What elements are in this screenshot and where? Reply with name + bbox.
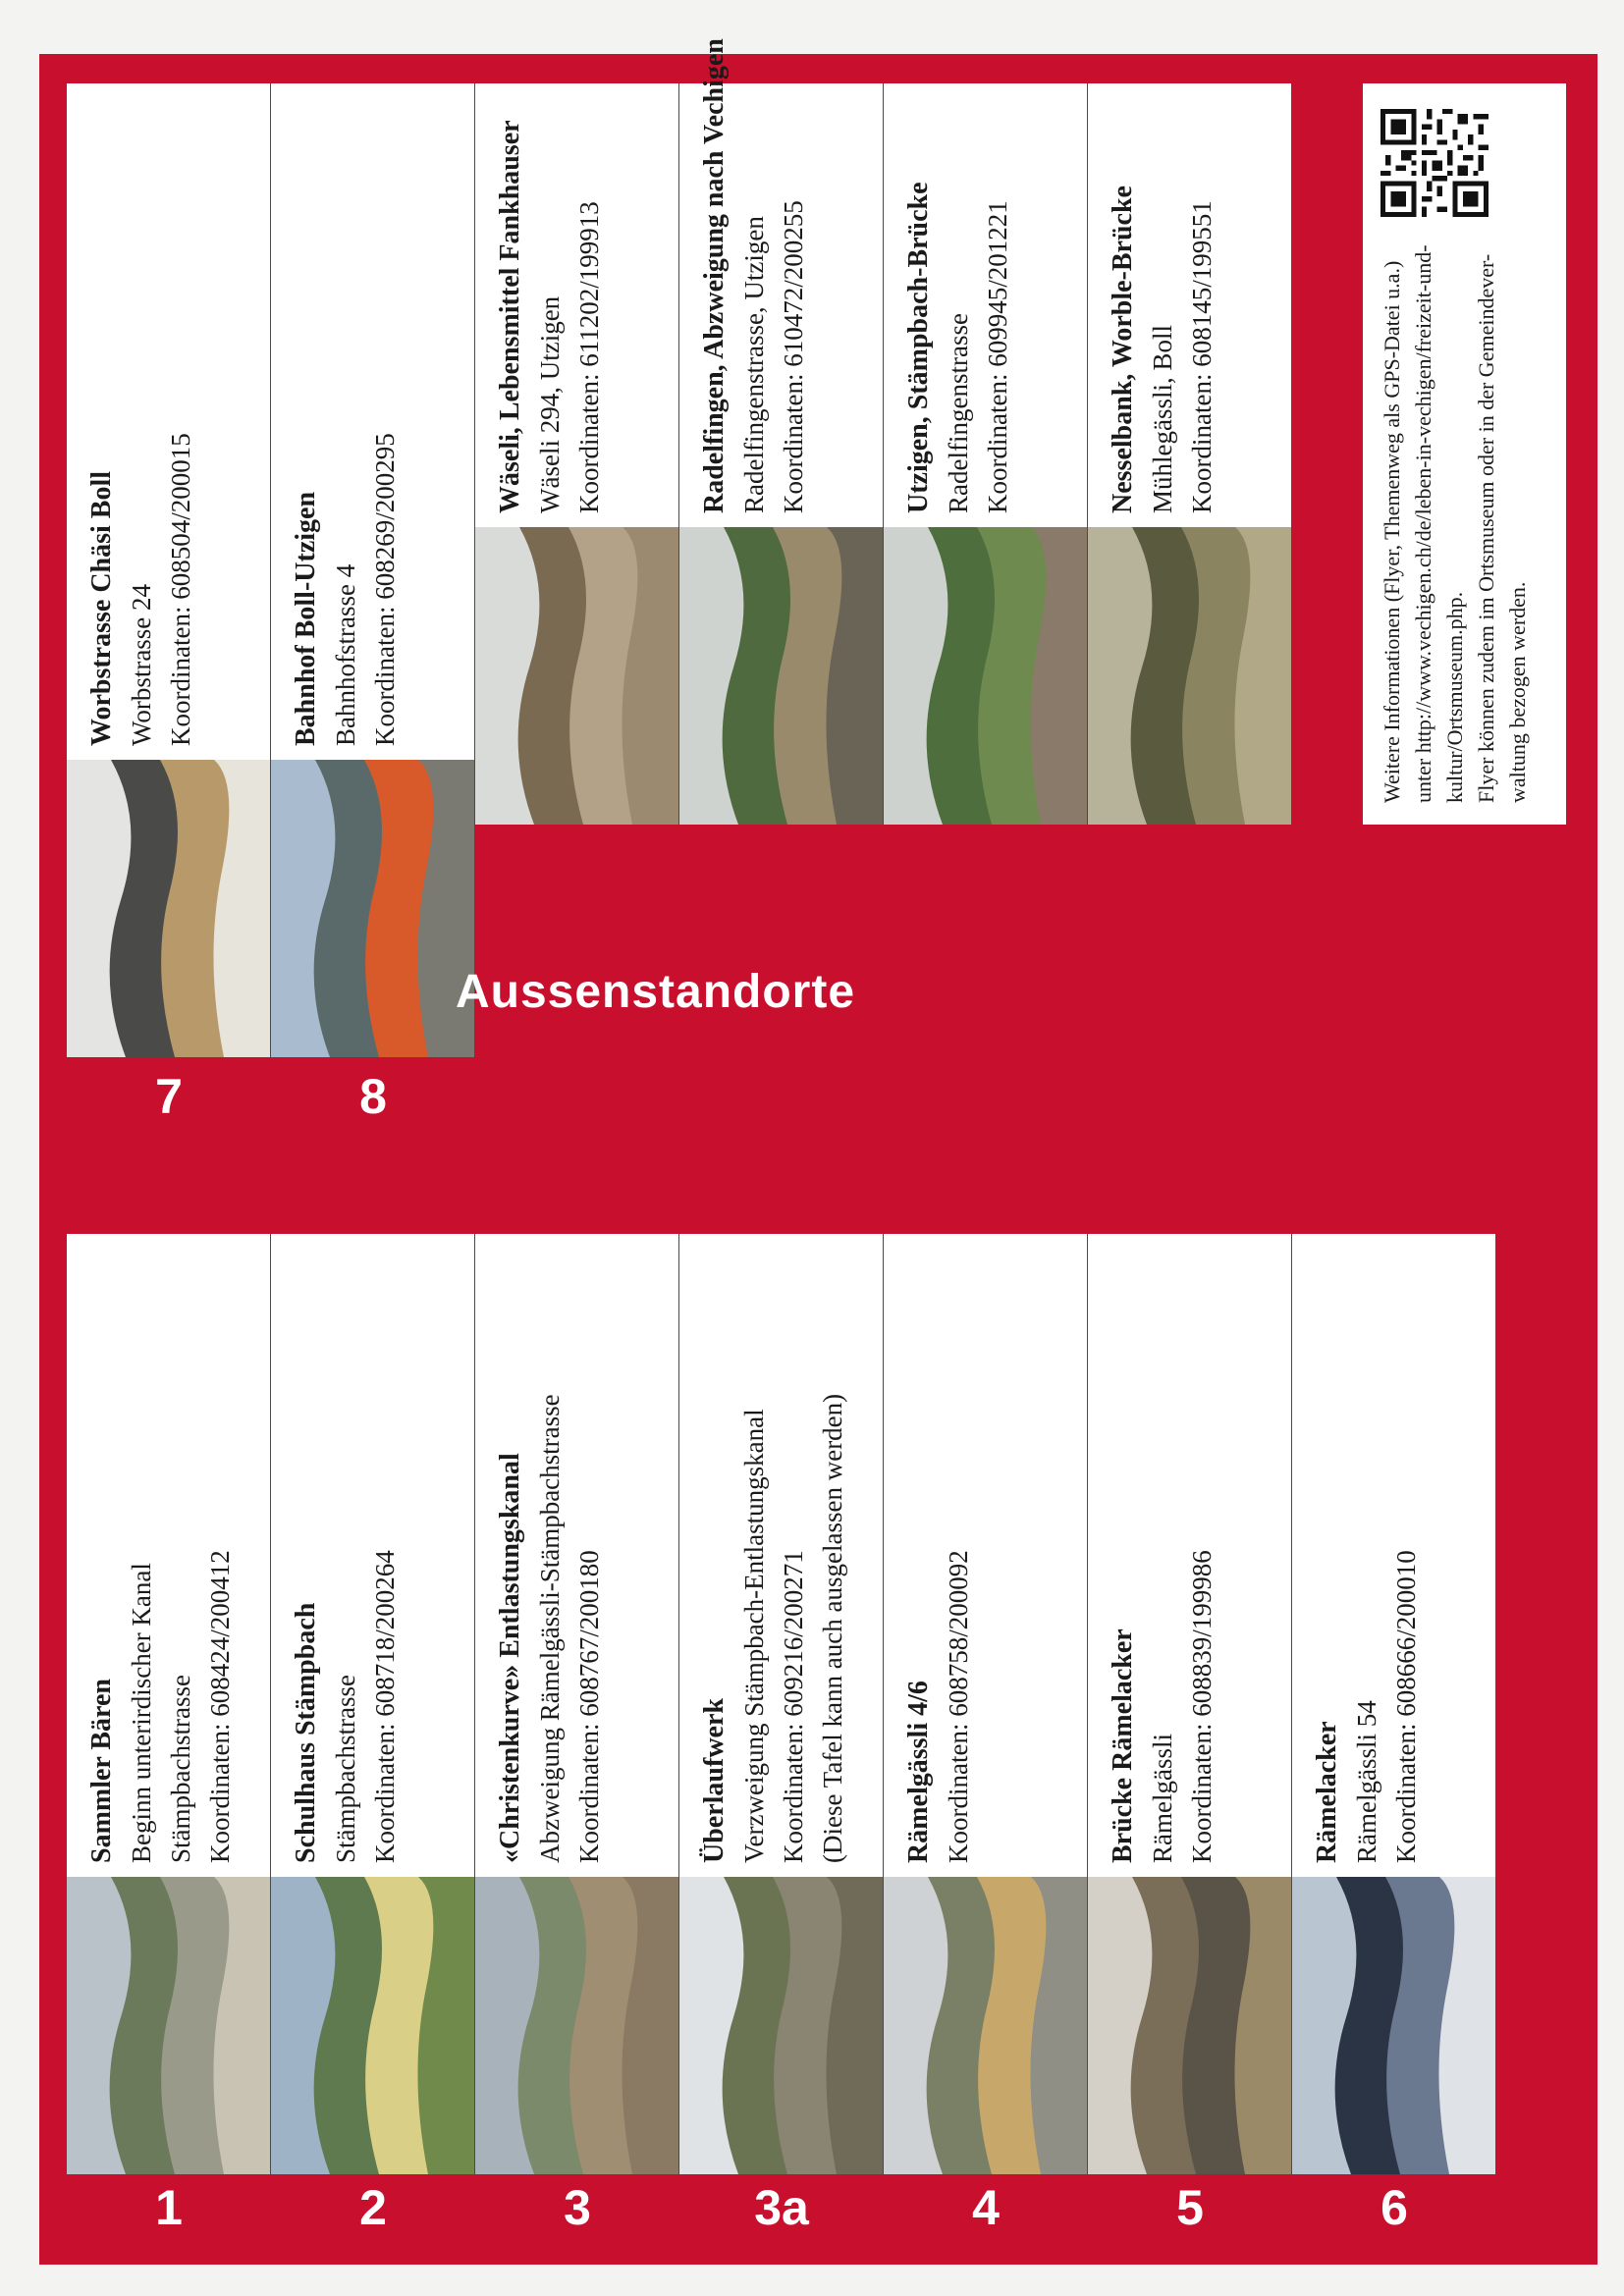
entry-line: Rämelgässli [1148, 1734, 1177, 1863]
entry-7 [67, 83, 270, 1124]
photo-overflow [679, 1877, 883, 2174]
entry-title: Rämelacker [1312, 1721, 1342, 1863]
section-heading [452, 825, 859, 1159]
entry-line: Koordinaten: 608145/199551 [1187, 200, 1217, 513]
photo-field-wall [475, 527, 678, 825]
entry-number [67, 1070, 270, 1124]
info-line: Weitere Informationen (Flyer, Themenweg als GPS-Datei u.a.) [1380, 260, 1404, 803]
entry-number-label: 5 [1175, 2180, 1204, 2236]
entry-line: Rämelgässli 54 [1352, 1700, 1381, 1863]
entry-card [271, 83, 474, 760]
info-line: waltung bezogen werden. [1505, 581, 1530, 803]
entry-4 [884, 1234, 1087, 2235]
entry-line: Stämpbachstrasse [331, 1675, 360, 1863]
entry-line: Koordinaten: 608839/199986 [1187, 1550, 1217, 1863]
entry-line: Wäseli 294, Utzigen [535, 295, 565, 513]
entry-line: Koordinaten: 609945/201221 [983, 200, 1012, 513]
photo-creek [884, 527, 1087, 825]
photo-river [1088, 527, 1291, 825]
entry-card [1088, 83, 1291, 527]
left-panel [39, 1159, 1597, 2265]
photo-building [67, 760, 270, 1057]
photo-pipes [1088, 1877, 1291, 2174]
entry-5 [1088, 1234, 1291, 2235]
photo-construction [475, 1877, 678, 2174]
entry-right_panel-5 [1088, 83, 1291, 1122]
entry-card [67, 83, 270, 760]
entry-right_panel-4 [884, 83, 1087, 1122]
entry-title: Nesselbank, Worble-Brücke [1108, 186, 1138, 513]
entry-line: Worbstrasse 24 [127, 583, 156, 746]
entry-title: Wäseli, Lebensmittel Fankhauser [495, 120, 525, 513]
entry-line: Koordinaten: 608666/200010 [1391, 1550, 1421, 1863]
heading-aussenstandorte: Aussenstandorte [455, 966, 856, 1018]
entry-title: Schulhaus Stämpbach [291, 1602, 321, 1863]
entry-number-label: 1 [154, 2180, 183, 2236]
entry-card [1088, 1234, 1291, 1877]
entry-1 [67, 1234, 270, 2235]
entry-line: Koordinaten: 609216/200271 [779, 1550, 808, 1863]
entry-number [271, 1070, 474, 1124]
rotated-flyer [39, 38, 1597, 2265]
entry-number-label: 6 [1380, 2180, 1408, 2236]
entry-number [271, 2181, 474, 2235]
photo-road-sign [679, 527, 883, 825]
entry-line: Radelfingenstrasse, Utzigen [739, 216, 769, 513]
entry-8 [271, 83, 474, 1124]
entry-card [884, 83, 1087, 527]
photo-canal-start [67, 1877, 270, 2174]
entry-number-label: 4 [971, 2180, 1000, 2236]
entry-line: Mühlegässli, Boll [1148, 324, 1177, 513]
photo-house-car [884, 1877, 1087, 2174]
entry-card [475, 83, 678, 527]
entry-6 [1292, 1234, 1495, 2235]
entry-line: Stämpbachstrasse [166, 1675, 195, 1863]
info-line: unter http://www.vechigen.ch/de/leben-in-vechigen/freizeit-und- [1411, 244, 1435, 803]
photo-train [271, 760, 474, 1057]
entry-card [679, 38, 883, 527]
entry-line: Koordinaten: 608767/200180 [574, 1550, 604, 1863]
entry-line: Verzweigung Stämpbach-Entlastungskanal [739, 1409, 769, 1863]
entry-number-label: 3 [563, 2180, 591, 2236]
entry-number [1088, 2181, 1291, 2235]
entry-3 [475, 1234, 678, 2235]
entry-title: Worbstrasse Chäsi Boll [86, 470, 117, 746]
entry-number-label: 3a [753, 2180, 809, 2236]
entry-line: (Diese Tafel kann auch ausgelassen werden) [818, 1393, 847, 1863]
entry-card [1292, 1234, 1495, 1877]
entry-line: Koordinaten: 608758/200092 [944, 1550, 973, 1863]
photo-roof [1292, 1877, 1495, 2174]
entry-title: «Christenkurve» Entlastungskanal [495, 1453, 525, 1863]
entry-line: Bahnhofstrasse 4 [331, 563, 360, 746]
entry-line: Abzweigung Rämelgässli-Stämpbachstrasse [535, 1394, 565, 1863]
entry-2 [271, 1234, 474, 2235]
entry-title: Radelfingen, Abzweigung nach Vechigen [699, 38, 730, 513]
entry-title: Überlaufwerk [699, 1698, 730, 1863]
entry-card [67, 1234, 270, 1877]
entry-title: Rämelgässli 4/6 [903, 1681, 934, 1863]
entry-card [679, 1234, 883, 1877]
entry-line: Koordinaten: 608269/200295 [370, 433, 400, 746]
entry-title: Utzigen, Stämpbach-Brücke [903, 182, 934, 513]
entry-line: Koordinaten: 608504/200015 [166, 433, 195, 746]
entry-title: Sammler Bären [86, 1679, 117, 1863]
photo-school [271, 1877, 474, 2174]
entry-line: Koordinaten: 608424/200412 [205, 1550, 235, 1863]
entry-number [475, 2181, 678, 2235]
entry-title: Brücke Rämelacker [1108, 1629, 1138, 1863]
entry-title: Bahnhof Boll-Utzigen [291, 491, 321, 746]
entry-card [884, 1234, 1087, 1877]
entry-number-label: 2 [358, 2180, 387, 2236]
entry-number-label: 7 [154, 1069, 183, 1125]
qr-code-icon[interactable] [1380, 109, 1489, 217]
entry-line: Koordinaten: 608718/200264 [370, 1550, 400, 1863]
entry-number [679, 2181, 883, 2235]
entry-line: Koordinaten: 611202/199913 [574, 201, 604, 513]
entry-number [1292, 2181, 1495, 2235]
flyer-sheet [39, 38, 1597, 2265]
info-line: kultur/Ortsmuseum.php. [1442, 591, 1467, 803]
entry-card [271, 1234, 474, 1877]
entry-3a [679, 1234, 883, 2235]
entry-line: Beginn unterirdischer Kanal [127, 1563, 156, 1863]
info-box [1363, 83, 1566, 825]
entry-line: Koordinaten: 610472/200255 [779, 200, 808, 513]
entry-number-label: 8 [358, 1069, 387, 1125]
entry-number [67, 2181, 270, 2235]
info-line: Flyer können zudem im Ortsmuseum oder in der Gemeindever- [1474, 253, 1498, 803]
entry-line: Radelfingenstrasse [944, 313, 973, 513]
entry-number [884, 2181, 1087, 2235]
entry-card [475, 1234, 678, 1877]
